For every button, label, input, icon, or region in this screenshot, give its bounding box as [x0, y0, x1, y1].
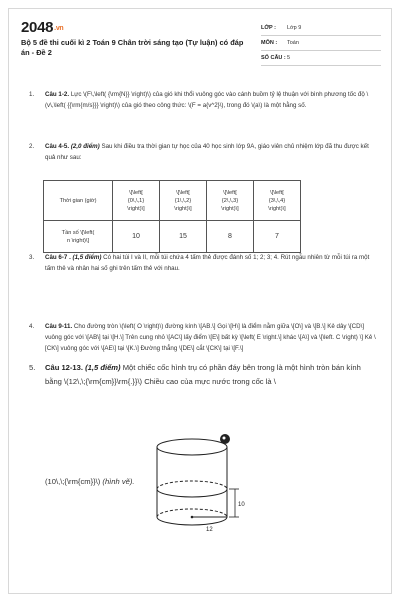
question-text: Sau khi điều tra thời gian tự học của 40 học sinh lớp 9A, giáo viên chủ nhiệm lớp đã thu được kết quả như sau: — [45, 143, 369, 161]
table-cell: \[\left[ {2\,\,3} \right)\] — [207, 181, 254, 221]
table-cell: \[\left[ {0\,\,1} \right)\] — [113, 181, 160, 221]
question-body — [45, 321, 377, 354]
question-body — [45, 361, 377, 388]
table-header-cell: Thời gian (giờ) — [44, 181, 113, 221]
question-text: Một chiếc cốc hình trụ có phần đáy bên trong là một hình tròn bán kính bằng \(12\,\;{\rm{cm}}\rm{.}}\) Chiều cao của mực nước trong cốc là \ — [45, 363, 361, 386]
meta-info — [261, 21, 381, 66]
question-title: Câu 1-2. — [45, 91, 70, 98]
meta-value: Lớp 9 — [287, 25, 302, 31]
logo-suffix: .vn — [54, 25, 64, 32]
table-cell: \[\left[ {1\,\,2} \right)\] — [160, 181, 207, 221]
question-item — [19, 89, 377, 111]
water-level-back — [157, 481, 227, 489]
table-cell: \[\left[ {3\,\,4} \right)\] — [254, 181, 301, 221]
cylinder-top-ellipse — [157, 439, 227, 455]
question-title: Câu 4-5. — [45, 143, 70, 150]
question-item — [19, 321, 377, 354]
meta-row-class — [261, 21, 381, 36]
rim-glare-highlight — [223, 437, 226, 440]
height-label: 10 — [238, 502, 245, 508]
question-body — [45, 89, 377, 111]
question-title: Câu 12-13. — [45, 363, 83, 372]
table-cell: 7 — [254, 221, 301, 253]
question-text: (10\,\;{\rm{cm}}\) — [45, 477, 101, 486]
question-number: 4. — [29, 323, 35, 330]
question-body — [45, 141, 377, 163]
question-points: (1,5 điểm) — [72, 254, 102, 261]
question-points: (2,0 điểm) — [70, 143, 100, 150]
document-title: Bộ 5 đề thi cuối kì 2 Toán 9 Chân trời sáng tạo (Tự luận) có đáp án - Đề 2 — [21, 38, 244, 57]
meta-row-count — [261, 51, 381, 66]
question-title: Câu 6-7 . — [45, 254, 71, 261]
question-title: Câu 9-11. — [45, 323, 73, 330]
question-item — [19, 252, 377, 274]
document-page — [8, 8, 392, 594]
table-header-cell: Tần số \[\left( n \right)\] — [44, 221, 113, 253]
question-points: (1,5 điểm) — [85, 363, 121, 372]
table-cell: 8 — [207, 221, 254, 253]
logo-text: 2048 — [21, 19, 54, 36]
question-text: Lực \(F\,\left( {\rm{N}} \right)\) của gió khi thổi vuông góc vào cánh buồm tỷ lệ thuận với bình phương tốc độ \(v\,\left( {{\rm{m/s}}} \right)\) của gió theo công thức: \(F = a{v^2}\), trong đó \(a\) là một hằng số. — [45, 91, 369, 109]
water-level-front — [157, 489, 227, 497]
question-number: 5. — [29, 363, 36, 372]
question-number: 1. — [29, 91, 35, 98]
center-point — [191, 516, 194, 519]
meta-label: SỐ CÂU : — [261, 55, 286, 61]
question-text: Có hai túi I và II, mỗi túi chứa 4 tấm thẻ được đánh số 1; 2; 3; 4. Rút ngẫu nhiên từ mỗi túi ra một tấm thẻ và nhân hai số ghi trên tấm thẻ với nhau. — [45, 254, 370, 272]
table-row — [44, 221, 301, 253]
question-item — [19, 361, 377, 388]
table-cell: 10 — [113, 221, 160, 253]
radius-label: 12 — [206, 527, 213, 533]
table-cell: 15 — [160, 221, 207, 253]
question-body — [45, 252, 377, 274]
meta-value: 5 — [287, 55, 291, 61]
question-number: 2. — [29, 143, 35, 150]
question-text: Cho đường tròn \(\left( O \right)\) đường kính \[AB.\] Gọi \[H\] là điểm nằm giữa \[O\] và \[B.\] Kẻ dây \[CD\] vuông góc với \[AB\] tại \[H.\] Trên cung nhỏ \[AC\] lấy điểm \[E\] bất kỳ \[\left( E \right.\] khác \[A\] và \[\left. C \right) \] Kẻ \[CK\] vuông góc với \[AE\] tại \[K.\] Đường thẳng \[DE\] cắt \[CK\] tại \[F.\] — [45, 323, 376, 352]
cylinder-figure — [144, 419, 264, 544]
question-number: 3. — [29, 254, 35, 261]
meta-row-subject — [261, 36, 381, 51]
question-item — [19, 141, 377, 163]
meta-label: LỚP : — [261, 25, 276, 31]
frequency-table — [43, 180, 301, 253]
meta-value: Toán — [287, 40, 299, 46]
table-row — [44, 181, 301, 221]
site-logo[interactable] — [21, 19, 63, 36]
question-text-italic: (hình vẽ). — [102, 477, 135, 486]
meta-label: MÔN : — [261, 40, 278, 46]
page-header — [9, 9, 391, 69]
